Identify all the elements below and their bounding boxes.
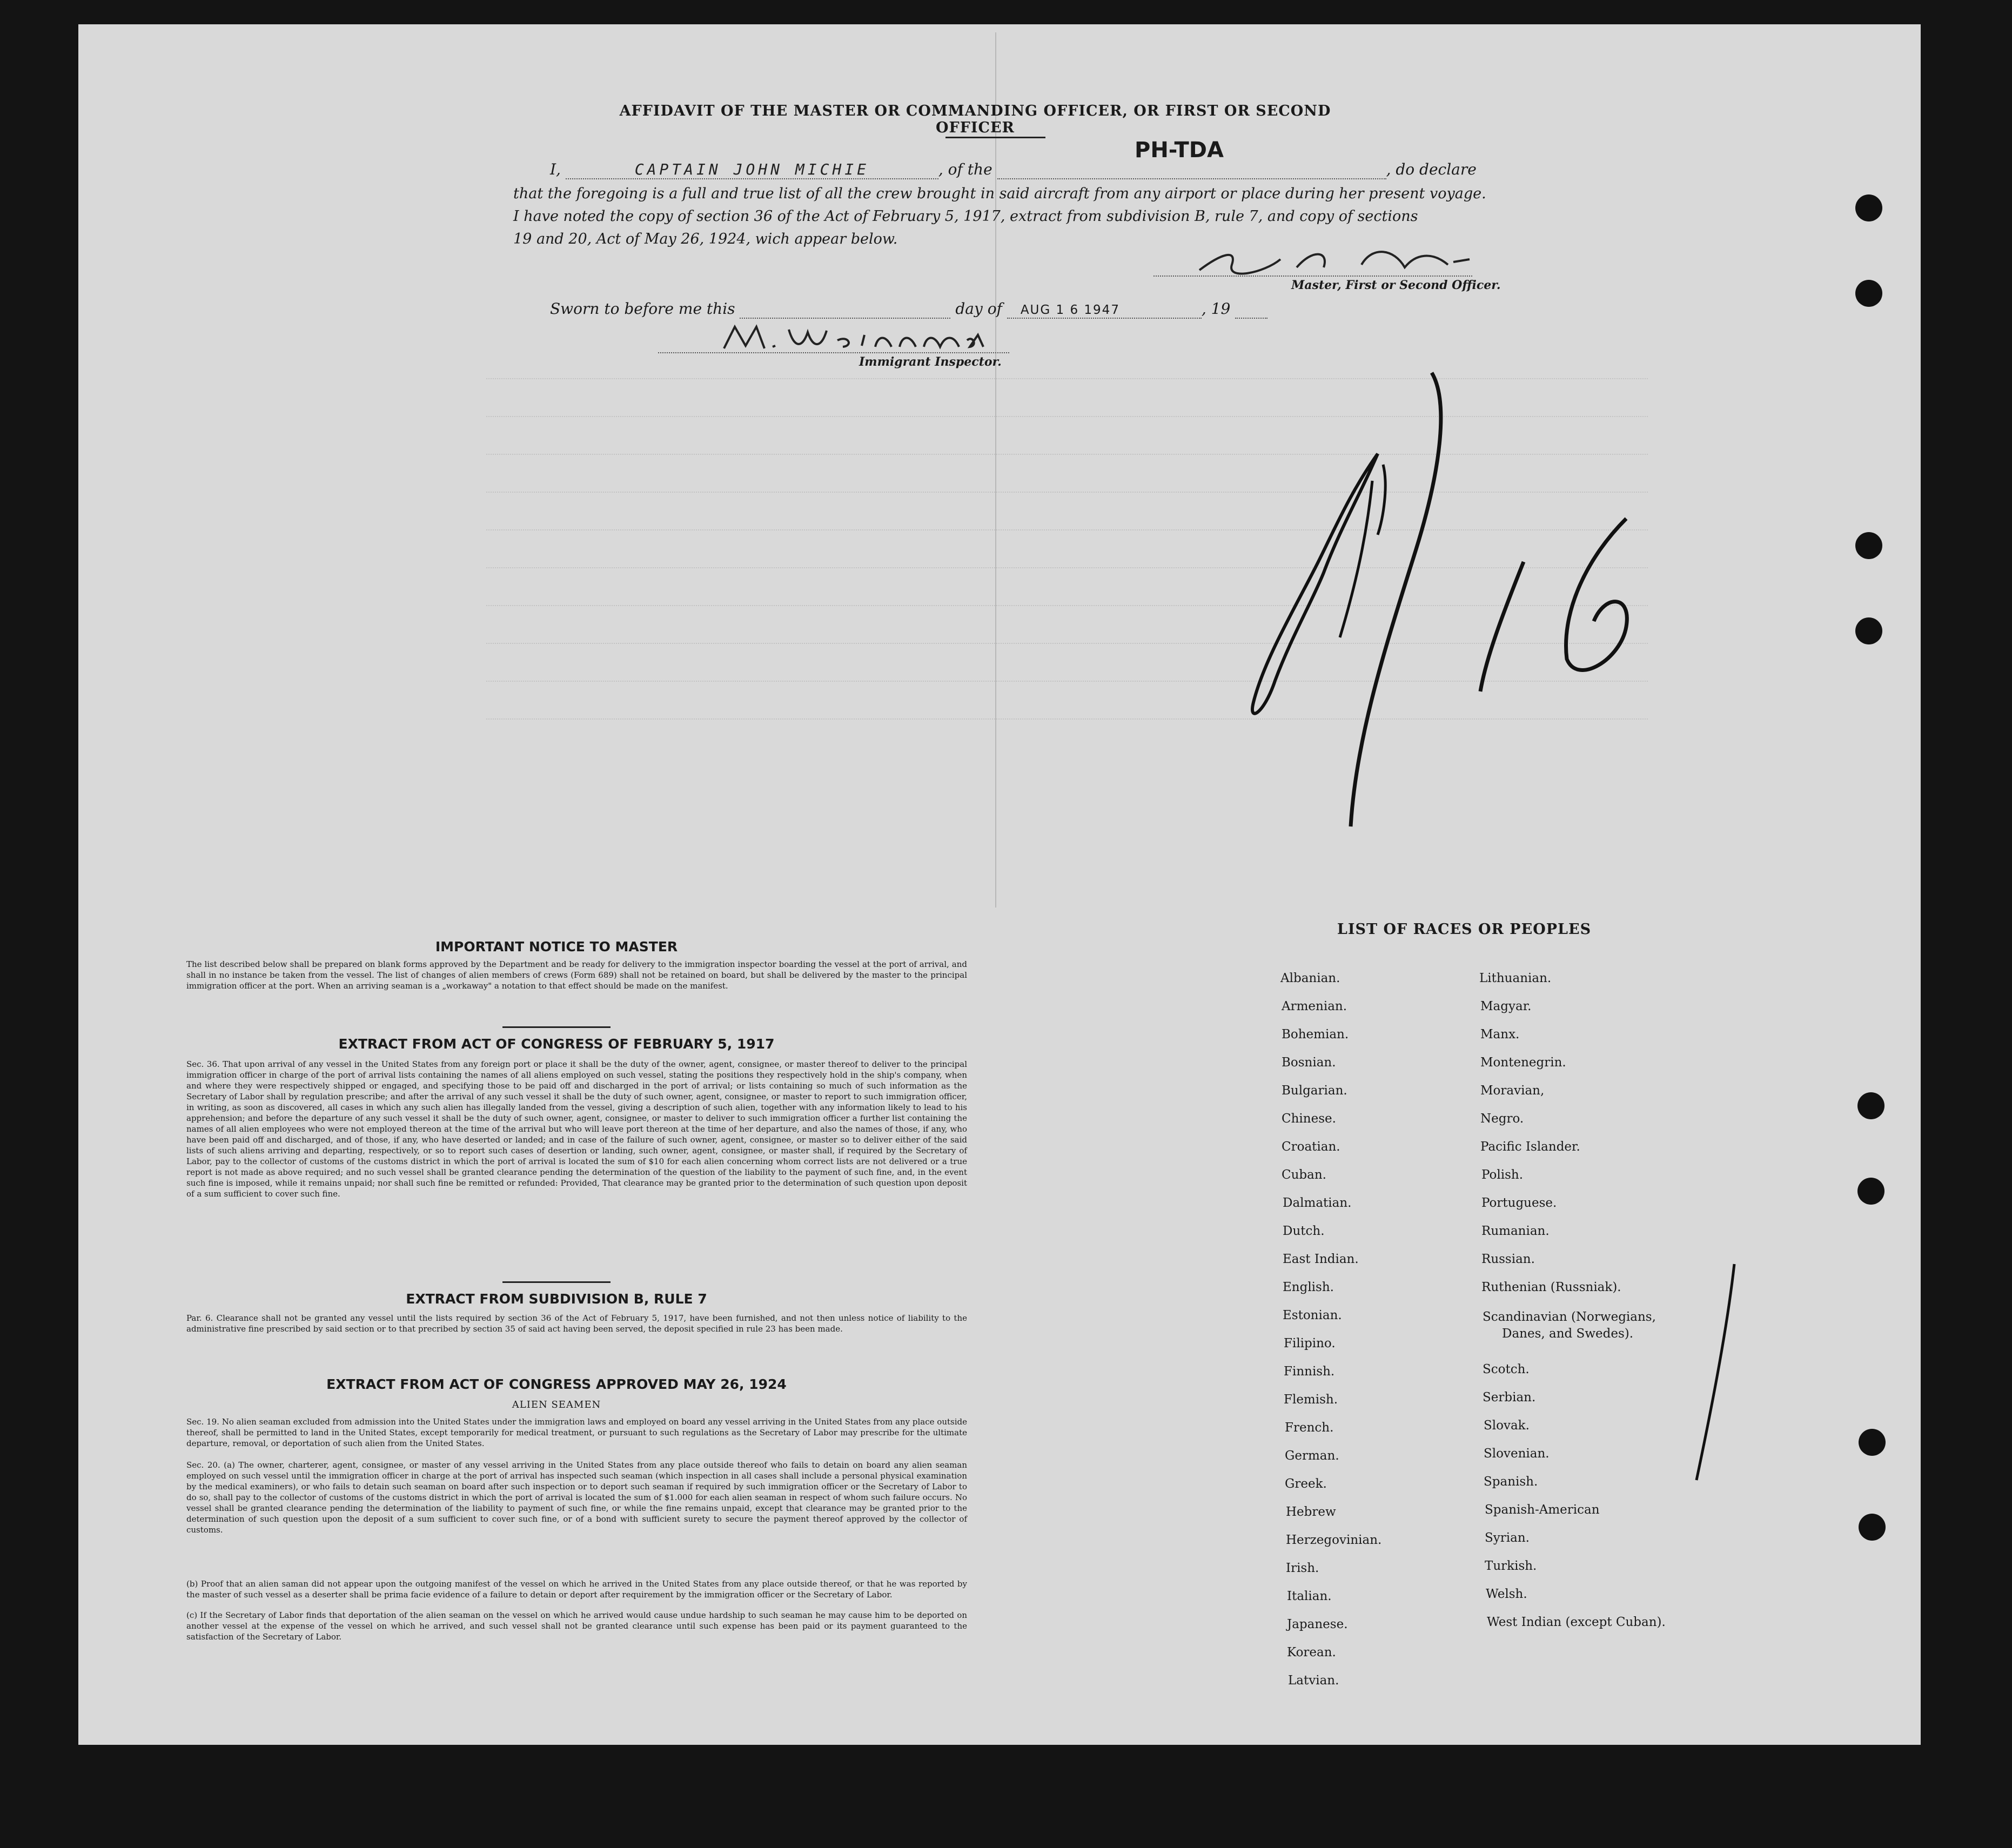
sworn-line xyxy=(550,300,1267,319)
race-item: Russian. xyxy=(1481,1252,1535,1266)
race-item: Slovenian. xyxy=(1484,1447,1550,1461)
race-item: Manx. xyxy=(1480,1027,1520,1041)
race-item: Dutch. xyxy=(1283,1224,1325,1238)
race-item: Herzegovinian. xyxy=(1286,1533,1382,1547)
extract-1917-title: EXTRACT FROM ACT OF CONGRESS OF FEBRUARY 5, 1917 xyxy=(338,1036,775,1052)
race-item: Filipino. xyxy=(1284,1336,1336,1350)
extract-1924-sec19: Sec. 19. No alien seaman excluded from admission into the United States under the immigration laws and employed on board any vessel arriving in the United States from any place outside thereof, shall be permitted to land in the United States, except temporarily for medical treatment, or pursuant to such regulations as the Secretary of Labor may prescribe for the ultimate departure, removal, or deportation of such alien from the United States. xyxy=(186,1417,967,1448)
race-item: Bosnian. xyxy=(1282,1056,1336,1070)
inspector-caption: Immigrant Inspector. xyxy=(859,355,1002,369)
race-item: Portuguese. xyxy=(1481,1196,1557,1210)
extract-1917-rule xyxy=(502,1281,611,1283)
race-item: Estonian. xyxy=(1283,1308,1342,1322)
race-item: Rumanian. xyxy=(1481,1224,1550,1238)
race-item: Irish. xyxy=(1286,1561,1319,1575)
race-item: Italian. xyxy=(1287,1589,1332,1603)
declarant-prefix: I, xyxy=(550,160,561,178)
race-item: Lithuanian. xyxy=(1479,971,1552,985)
affidavit-body-3: 19 and 20, Act of May 26, 1924, wich appear below. xyxy=(513,231,898,247)
subdivision-b-text: Par. 6. Clearance shall not be granted any vessel until the lists required by section 36 of the Act of February 5, 1917, have been furnished, and not then unless notice of liability to the administrative fine prescribed by said section or to that precribed by section 35 of said act having been served, the deposit specified in rule 23 has been made. xyxy=(186,1313,967,1334)
punch-hole xyxy=(1855,532,1882,559)
race-item: Scotch. xyxy=(1483,1362,1530,1376)
affidavit-body-2: I have noted the copy of section 36 of the Act of February 5, 1917, extract from subdivision B, rule 7, and copy of sections xyxy=(513,208,1418,225)
race-item: Syrian. xyxy=(1485,1531,1530,1545)
extract-1924-sec20a: Sec. 20. (a) The owner, charterer, agent, consignee, or master of any vessel arriving in the United States from any place outside thereof who fails to detain on board any alien seaman employed on such vessel until the immigration officer in charge at the port of arrival has inspected such seaman (which inspection in all cases shall include a personal physical examination by the medical examiners), or who fails to detain such seaman on board after such inspection or to deport such seaman if required by such immigration officer or the Secretary of Labor to do so, shall pay to the collector of customs of the customs district in which the port of arrival is located the sum of $1.000 for each alien seaman in respect of whom such failure occurs. No vessel shall be granted clearance pending the determination of the liability to payment of such fine, or while the fine remains unpaid, except that clearance may be granted prior to the determination of such question upon the deposit of a sum sufficient to cover such fine, or of a bond with sufficient surety to secure the payment thereof approved by the collector of customs. xyxy=(186,1460,967,1535)
race-item: Croatian. xyxy=(1282,1140,1340,1154)
race-item: Scandinavian (Norwegians, xyxy=(1483,1310,1656,1324)
sworn-date-field xyxy=(1007,300,1202,319)
title-rule xyxy=(945,137,1045,138)
race-item: Serbian. xyxy=(1483,1390,1536,1405)
race-item: Welsh. xyxy=(1486,1587,1527,1601)
declarant-line xyxy=(550,160,1479,179)
day-of-label: day of xyxy=(955,300,1002,318)
punch-hole xyxy=(1859,1429,1886,1456)
race-item: Ruthenian (Russniak). xyxy=(1481,1280,1621,1294)
race-item: Moravian, xyxy=(1480,1084,1545,1098)
race-item: German. xyxy=(1285,1449,1339,1463)
extract-1924-subtitle: ALIEN SEAMEN xyxy=(512,1399,601,1410)
do-declare-label: , do declare xyxy=(1386,160,1477,178)
of-the-field xyxy=(997,160,1386,179)
date-stamp: AUG 1 6 1947 xyxy=(1020,303,1120,317)
race-item: Danes, and Swedes). xyxy=(1502,1327,1634,1341)
race-item: Pacific Islander. xyxy=(1480,1140,1580,1154)
sworn-day-field xyxy=(740,300,950,319)
declarant-name-field xyxy=(566,160,938,179)
handwritten-number xyxy=(1232,357,1718,870)
extract-1917-text: Sec. 36. That upon arrival of any vessel in the United States from any foreign port or place it shall be the duty of the owner, agent, consignee, or master thereof to deliver to the principal immigration officer in charge of the port of arrival lists containing the names of all aliens employed on such vessel, stating the positions they respectively hold in the ship's company, when and where they were respectively shipped or engaged, and specifying those to be paid off and discharged in the port of arrival; or lists containing so much of such information as the Secretary of Labor shall by regulation prescribe; and after the arrival of any such vessel it shall be the duty of such owner, agent, consignee, or master to report to such immigration officer, in writing, as soon as discovered, all cases in which any such alien has illegally landed from the vessel, giving a description of such alien, together with any information likely to lead to his apprehension; and before the departure of any such vessel it shall be the duty of such owner, agent, consignee, or master to deliver to such immigration officer a further list containing the names of all alien employees who were not employed thereon at the time of the arrival but who will leave port thereon at the time of her departure, and also the names of those, if any, who have been paid off and discharged, and of those, if any, who have deserted or landed; and in case of the failure of such owner, agent, consignee, or master so to deliver either of the said lists of such aliens arriving and departing, respectively, or so to report such cases of desertion or landing, such owner, agent, consignee, or master shall, if required by the Secretary of Labor, pay to the collector of customs of the customs district in which the port of arrival is located the sum of $10 for each alien concerning whom correct lists are not delivered or a true report is not made as above required; and no such vessel shall be granted clearance pending the determination of the question of the liability to the payment of such fine, and, in the event such fine is imposed, while it remains unpaid; nor shall such fine be remitted or refunded: Provided, That clearance may be granted prior to the determination of such question upon deposit of a sum sufficient to cover such fine. xyxy=(186,1059,967,1199)
extract-1924-sec20c: (c) If the Secretary of Labor finds that deportation of the alien seaman on the vessel on which he arrived would cause undue hardship to such seaman he may cause him to be deported on another vessel at the expense of the vessel on which he arrived, and such vessel shall not be granted clearance until such expense has been paid or its payment guaranteed to the satisfaction of the Secretary of Labor. xyxy=(186,1610,967,1642)
race-item: Slovak. xyxy=(1484,1419,1530,1433)
race-item: Armenian. xyxy=(1282,999,1347,1013)
extract-1924-sec20b: (b) Proof that an alien saman did not appear upon the outgoing manifest of the vessel on which he arrived in the United States from any place outside thereof, or that he was reported by the master of such vessel as a deserter shall be prima facie evidence of a failure to detain or deport after requirement by the immigration officer or the Secretary of Labor. xyxy=(186,1579,967,1600)
punch-hole xyxy=(1855,617,1882,644)
punch-hole xyxy=(1859,1514,1886,1541)
subdivision-b-title: EXTRACT FROM SUBDIVISION B, RULE 7 xyxy=(406,1291,707,1307)
race-item: Spanish-American xyxy=(1485,1503,1600,1517)
punch-hole xyxy=(1857,1092,1884,1119)
race-item: Turkish. xyxy=(1485,1559,1537,1573)
race-item: Chinese. xyxy=(1282,1112,1336,1126)
affidavit-body-1: that the foregoing is a full and true list of all the crew brought in said aircraft from any airport or place during her present voyage. xyxy=(513,185,1486,202)
race-item: Cuban. xyxy=(1282,1168,1326,1182)
race-item: Magyar. xyxy=(1480,999,1532,1013)
handwritten-stroke xyxy=(1653,1259,1740,1486)
notice-text: The list described below shall be prepared on blank forms approved by the Department and be ready for delivery to the immigration inspector boarding the vessel at the port of arrival, and shall in no instance be taken from the vessel. The list of changes of alien members of crews (Form 689) shall not be retained on board, but shall be delivered by the master to the principal immigration officer at the port. When an arriving seaman is a „workaway" a notation to that effect should be made on the manifest. xyxy=(186,959,967,991)
race-item: East Indian. xyxy=(1283,1252,1359,1266)
declarant-name: CAPTAIN JOHN MICHIE xyxy=(634,160,870,178)
race-item: Japanese. xyxy=(1287,1617,1348,1631)
race-item: Albanian. xyxy=(1280,971,1340,985)
race-item: Bohemian. xyxy=(1282,1027,1349,1041)
notice-rule xyxy=(502,1026,611,1028)
race-item: French. xyxy=(1285,1421,1334,1435)
race-item: Korean. xyxy=(1287,1645,1336,1659)
race-item: Latvian. xyxy=(1288,1674,1339,1688)
race-item: Bulgarian. xyxy=(1282,1084,1347,1098)
race-item: Polish. xyxy=(1481,1168,1524,1182)
race-item: Montenegrin. xyxy=(1480,1056,1566,1070)
race-item: Negro. xyxy=(1480,1112,1524,1126)
master-caption: Master, First or Second Officer. xyxy=(1291,278,1501,292)
notice-title: IMPORTANT NOTICE TO MASTER xyxy=(435,939,678,955)
race-item: Finnish. xyxy=(1284,1365,1335,1379)
inspector-line xyxy=(658,352,1009,353)
affidavit-title: AFFIDAVIT OF THE MASTER OR COMMANDING OFFICER, OR FIRST OR SECOND OFFICER xyxy=(619,103,1331,136)
year-prefix: , 19 xyxy=(1201,300,1231,318)
punch-hole xyxy=(1855,194,1882,221)
extract-1924-title: EXTRACT FROM ACT OF CONGRESS APPROVED MAY 26, 1924 xyxy=(326,1376,787,1392)
inspector-signature xyxy=(713,319,994,357)
race-item: English. xyxy=(1283,1280,1334,1294)
race-item: Dalmatian. xyxy=(1283,1196,1352,1210)
of-the-label: , of the xyxy=(938,160,992,178)
race-item: Greek. xyxy=(1285,1477,1327,1491)
year-field xyxy=(1235,300,1267,319)
race-item: Hebrew xyxy=(1286,1505,1336,1519)
race-item: West Indian (except Cuban). xyxy=(1487,1615,1666,1629)
race-item: Flemish. xyxy=(1284,1393,1338,1407)
punch-hole xyxy=(1855,280,1882,307)
aircraft-registration: PH-TDA xyxy=(1135,138,1224,163)
punch-hole xyxy=(1857,1178,1884,1205)
races-title: LIST OF RACES OR PEOPLES xyxy=(1337,921,1592,938)
signature-line xyxy=(1153,275,1472,277)
sworn-prefix: Sworn to before me this xyxy=(550,300,735,318)
race-item: Spanish. xyxy=(1484,1475,1538,1489)
